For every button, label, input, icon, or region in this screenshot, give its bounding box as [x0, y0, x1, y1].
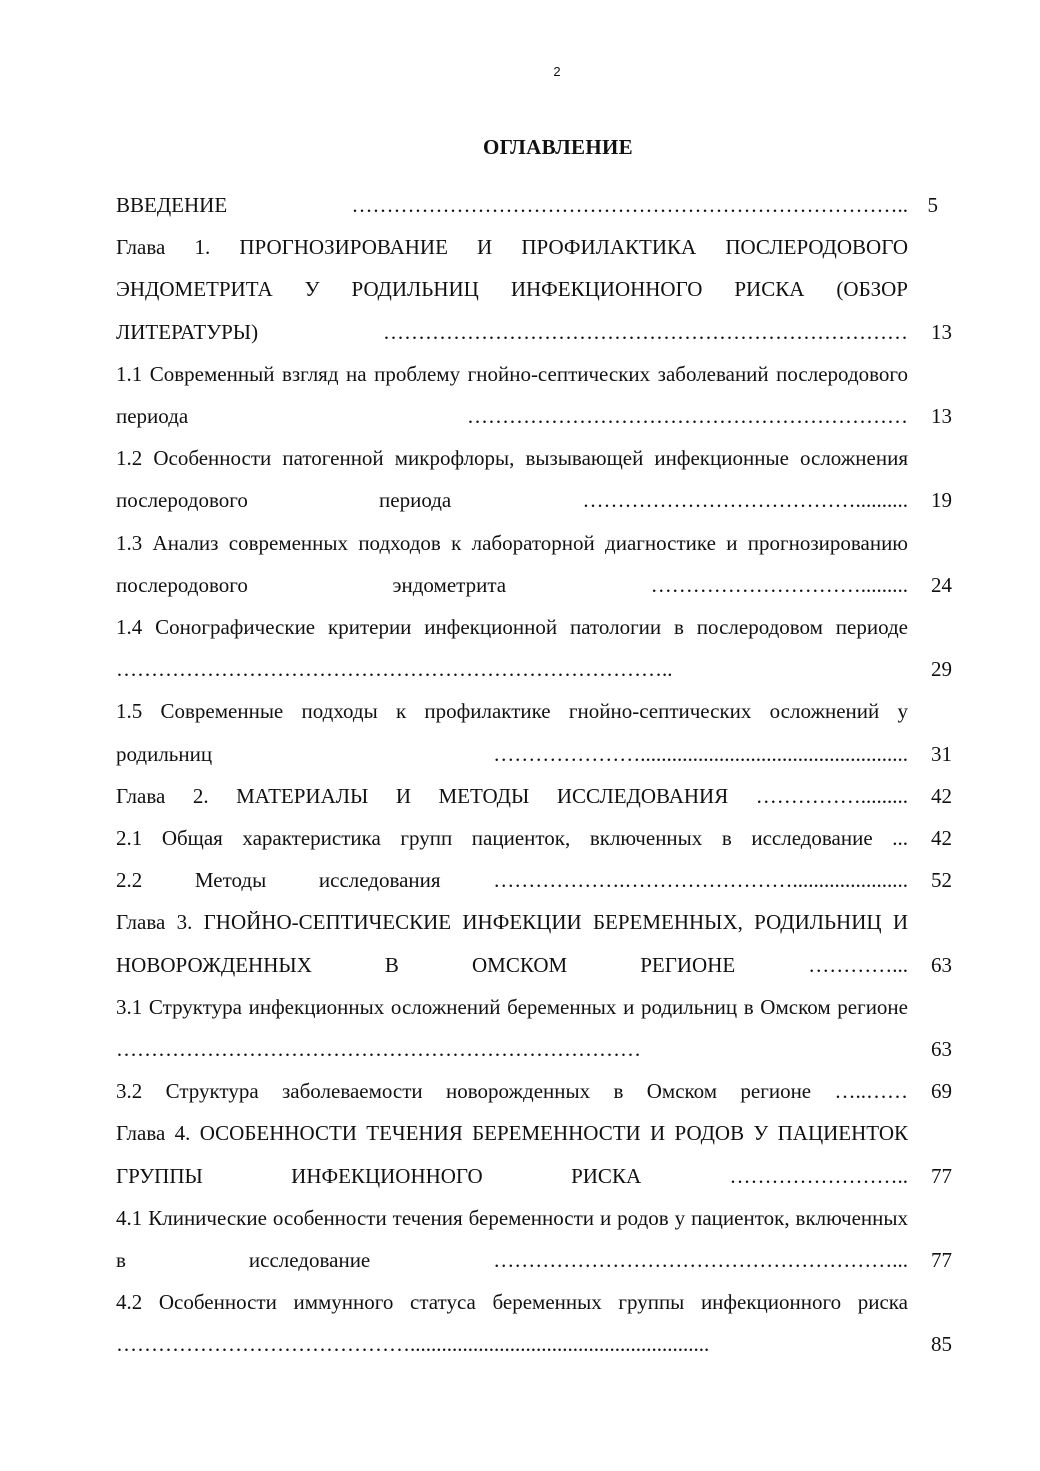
toc-entry-page: 77	[931, 1248, 952, 1273]
toc-entry-text: 1.1 Современный взгляд на проблему гнойно-септических заболеваний послеродового периода ………………………………………………………	[116, 361, 908, 429]
toc-entry-section-4-2	[116, 1281, 952, 1365]
toc-entry-section-2-1	[116, 817, 952, 859]
toc-entry-text: 3.1 Структура инфекционных осложнений беременных и родильниц в Омском регионе …………………………………………………………………	[116, 994, 908, 1062]
toc-entry-text: Глава 4. ОСОБЕННОСТИ ТЕЧЕНИЯ БЕРЕМЕННОСТИ И РОДОВ У ПАЦИЕНТОК ГРУППЫ ИНФЕКЦИОННОГО РИСКА ……………………..	[116, 1121, 908, 1188]
toc-entry-page: 31	[931, 741, 952, 766]
toc-entry-page: 13	[931, 319, 952, 344]
toc-entry-text: 4.2 Особенности иммунного статуса беременных группы инфекционного риска …………………………………….........................................................	[116, 1290, 908, 1357]
toc-entry-text: 2.2 Методы исследования ……………….……………………......................	[116, 868, 908, 893]
toc-entry-text: 2.1 Общая характеристика групп пациенток, включенных в исследование ...	[116, 826, 908, 851]
toc-title: ОГЛАВЛЕНИЕ	[483, 135, 633, 159]
toc-entry-section-1-5	[116, 690, 952, 774]
toc-entry-page: 63	[931, 952, 952, 977]
toc-entry-text: Глава 3. ГНОЙНО-СЕПТИЧЕСКИЕ ИНФЕКЦИИ БЕРЕМЕННЫХ, РОДИЛЬНИЦ И НОВОРОЖДЕННЫХ В ОМСКОМ РЕГИОНЕ …………...	[116, 910, 908, 977]
toc-entry-page: 19	[931, 488, 952, 513]
toc-entry-text: Глава 2. МАТЕРИАЛЫ И МЕТОДЫ ИССЛЕДОВАНИЯ …………….........	[116, 783, 908, 808]
toc-entry-page: 77	[931, 1163, 952, 1188]
toc-entry-page: 85	[931, 1332, 952, 1357]
toc-entry-section-3-1	[116, 986, 952, 1070]
toc-entry-section-1-3	[116, 522, 952, 606]
toc-entry-text: Глава 1. ПРОГНОЗИРОВАНИЕ И ПРОФИЛАКТИКА ПОСЛЕРОДОВОГО ЭНДОМЕТРИТА У РОДИЛЬНИЦ ИНФЕКЦИОННОГО РИСКА (ОБЗОР ЛИТЕРАТУРЫ) …………………………………………………………………	[116, 235, 908, 344]
toc-entry-section-2-2	[116, 859, 952, 901]
toc-entry-text: 1.3 Анализ современных подходов к лабораторной диагностике и прогнозированию послеродового эндометрита ………………………….........	[116, 530, 908, 597]
toc-entry-text: ВВЕДЕНИЕ ……………………………………………………………………..	[116, 193, 908, 217]
toc-entry-text: 1.4 Сонографические критерии инфекционной патологии в послеродовом периоде ……………………………………………………………………..	[116, 615, 908, 682]
toc-entry-section-1-4	[116, 606, 952, 690]
toc-entry-page: 13	[931, 404, 952, 429]
toc-entry-page: 29	[931, 657, 952, 682]
toc-entry-section-1-2	[116, 437, 952, 521]
toc-entry-section-1-1	[116, 353, 952, 437]
toc-entry-chapter-1	[116, 226, 952, 353]
toc-entry-page: 42	[931, 826, 952, 851]
toc-entry-text: 3.2 Структура заболеваемости новорожденных в Омском регионе …..……	[116, 1079, 908, 1104]
toc-entry-page: 42	[931, 783, 952, 808]
toc-entry-chapter-2	[116, 775, 952, 817]
table-of-contents	[116, 184, 952, 1366]
toc-entry-page: 69	[931, 1079, 952, 1104]
toc-entry-page: 5	[927, 193, 938, 217]
page-number: 2	[553, 64, 561, 79]
toc-entry-text: 1.2 Особенности патогенной микрофлоры, вызывающей инфекционные осложнения послеродового периода …………………………………..........	[116, 446, 908, 513]
toc-entry-text: 1.5 Современные подходы к профилактике гнойно-септических осложнений у родильниц …………………...................................................	[116, 699, 908, 766]
toc-entry-introduction	[116, 184, 952, 226]
toc-entry-text: 4.1 Клинические особенности течения беременности и родов у пациенток, включенных в исследование …………………………………………………...	[116, 1205, 908, 1273]
toc-entry-chapter-4	[116, 1112, 952, 1196]
toc-entry-page: 52	[931, 868, 952, 893]
toc-entry-section-3-2	[116, 1070, 952, 1112]
toc-entry-page: 63	[931, 1037, 952, 1062]
toc-entry-page: 24	[931, 572, 952, 597]
toc-entry-chapter-3	[116, 901, 952, 985]
toc-entry-section-4-1	[116, 1197, 952, 1281]
